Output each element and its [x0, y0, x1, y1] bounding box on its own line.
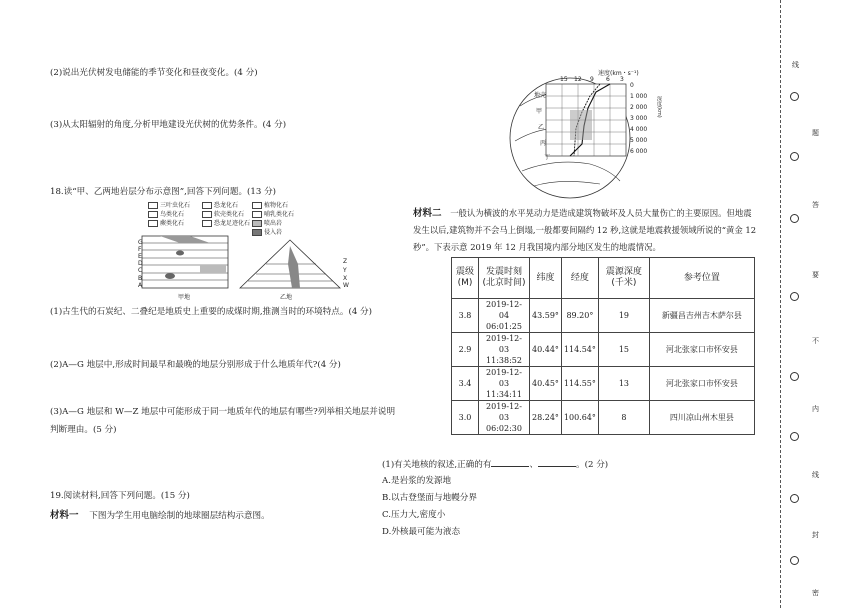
cell-longitude: 89.20° — [561, 299, 598, 333]
depth-tick-0: 0 — [630, 82, 634, 89]
option-c: C.压力大,密度小 — [382, 510, 446, 520]
strata-jia — [142, 236, 228, 288]
strata-yi — [240, 240, 340, 288]
layer-a: A — [138, 282, 143, 289]
binding-char: 封 — [812, 531, 819, 539]
speed-tick-6: 6 — [606, 76, 610, 83]
cell-latitude: 43.59° — [530, 299, 562, 333]
binding-circle — [790, 556, 799, 565]
depth-tick-3000: 3 000 — [630, 115, 648, 122]
label-yi-layer: 乙 — [538, 124, 545, 131]
binding-char: 题 — [812, 129, 819, 137]
depth-tick-1000: 1 000 — [630, 93, 648, 100]
cell-depth: 15 — [598, 333, 649, 367]
question-19-1-text: (1)有关地核的叙述,正确的有 — [382, 460, 492, 470]
question-19-1-separator: 、 — [529, 460, 539, 470]
table-row — [452, 367, 755, 401]
label-crust: 地壳 — [534, 92, 547, 99]
layer-z: Z — [343, 258, 348, 265]
speed-axis-title: 速度(km・s⁻¹) — [598, 70, 639, 77]
question-18-3a: (3)A—G 地层和 W—Z 地层中可能形成于同一地质年代的地层有哪些?列举相关地层并说明 — [50, 407, 396, 417]
table-row — [452, 299, 755, 333]
depth-tick-2000: 2 000 — [630, 104, 648, 111]
cell-magnitude: 3.8 — [452, 299, 479, 333]
cell-longitude: 114.55° — [561, 367, 598, 401]
option-d: D.外核最可能为液态 — [382, 527, 461, 537]
cell-location: 河北张家口市怀安县 — [649, 333, 754, 367]
material-1-label: 材料一 — [50, 510, 79, 521]
question-19-1 — [382, 457, 608, 471]
table-row — [452, 401, 755, 435]
header-time: 发震时刻(北京时间) — [479, 258, 530, 299]
layer-w: W — [343, 282, 349, 289]
material-2 — [413, 205, 758, 256]
label-yi: 乙地 — [280, 294, 293, 301]
depth-tick-5000: 5 000 — [630, 137, 648, 144]
binding-char: 答 — [812, 201, 819, 209]
earth-structure-figure — [500, 66, 670, 200]
speed-tick-3: 3 — [620, 76, 624, 83]
question-18-3b: 判断理由。(5 分) — [50, 425, 117, 435]
question-3: (3)从太阳辐射的角度,分析甲地建设光伏树的优势条件。(4 分) — [50, 120, 287, 130]
binding-circle — [790, 494, 799, 503]
binding-line — [780, 0, 781, 608]
label-bing-layer: 丙 — [540, 140, 547, 147]
cell-location: 新疆昌吉州吉木萨尔县 — [649, 299, 754, 333]
cell-time: 2019-12-03 11:34:11 — [479, 367, 530, 401]
layer-c: C — [138, 267, 143, 274]
speed-tick-15: 15 — [560, 76, 568, 83]
binding-circle — [790, 292, 799, 301]
question-19-1-score: 。(2 分) — [576, 460, 609, 470]
rock-strata-svg — [140, 198, 410, 302]
question-18-1: (1)古生代的石炭纪、二叠纪是地质史上重要的成煤时期,推测当时的环境特点。(4 分) — [50, 307, 372, 317]
label-jia: 甲地 — [178, 294, 191, 301]
material-1 — [50, 510, 270, 522]
layer-y: Y — [343, 267, 347, 274]
layer-x: X — [343, 275, 348, 282]
cell-latitude: 40.45° — [530, 367, 562, 401]
cell-magnitude: 3.4 — [452, 367, 479, 401]
layer-d: D — [138, 260, 143, 267]
label-ding-layer: 丁 — [544, 154, 551, 161]
layer-b: B — [138, 275, 143, 282]
cell-time: 2019-12-03 06:02:30 — [479, 401, 530, 435]
binding-circle — [790, 432, 799, 441]
binding-circle — [790, 372, 799, 381]
option-a: A.是岩浆的发源地 — [382, 476, 452, 486]
cell-time: 2019-12-03 11:38:52 — [479, 333, 530, 367]
cell-magnitude: 3.0 — [452, 401, 479, 435]
depth-tick-6000: 6 000 — [630, 148, 648, 155]
question-18-2: (2)A—G 地层中,形成时间最早和最晚的地层分别形成于什么地质年代?(4 分) — [50, 360, 341, 370]
cell-longitude: 100.64° — [561, 401, 598, 435]
option-b: B.以古登堡面与地幔分界 — [382, 493, 477, 503]
depth-unit: 深度(km) — [656, 96, 662, 118]
material-1-text: 下图为学生用电脑绘制的地球圈层结构示意图。 — [89, 511, 270, 521]
binding-char: 内 — [812, 405, 819, 413]
earthquake-table — [451, 257, 755, 435]
layer-g: G — [138, 239, 143, 246]
cell-depth: 8 — [598, 401, 649, 435]
speed-tick-12: 12 — [574, 76, 582, 83]
binding-char: 线 — [812, 471, 819, 479]
header-depth: 震源深度(千米) — [598, 258, 649, 299]
earth-structure-svg — [500, 66, 670, 200]
binding-char: 要 — [812, 271, 819, 279]
binding-circle — [790, 214, 799, 223]
label-jia-layer: 甲 — [536, 108, 543, 115]
table-row — [452, 333, 755, 367]
cell-location: 四川凉山州木里县 — [649, 401, 754, 435]
answer-blank-2[interactable] — [538, 457, 576, 467]
table-header-row — [452, 258, 755, 299]
question-19: 19.阅读材料,回答下列问题。(15 分) — [50, 491, 190, 501]
binding-circle — [790, 92, 799, 101]
cell-latitude: 28.24° — [530, 401, 562, 435]
header-latitude: 纬度 — [530, 258, 562, 299]
cell-longitude: 114.54° — [561, 333, 598, 367]
cell-latitude: 40.44° — [530, 333, 562, 367]
cell-depth: 13 — [598, 367, 649, 401]
question-18: 18.读“甲、乙两地岩层分布示意图”,回答下列问题。(13 分) — [50, 187, 277, 197]
binding-circle — [790, 152, 799, 161]
layer-f: F — [138, 246, 142, 253]
cell-depth: 19 — [598, 299, 649, 333]
question-2: (2)说出光伏树发电储能的季节变化和昼夜变化。(4 分) — [50, 68, 258, 78]
header-magnitude: 震级(M) — [452, 258, 479, 299]
material-2-label: 材料二 — [413, 208, 442, 219]
header-location: 参考位置 — [649, 258, 754, 299]
speed-tick-9: 9 — [590, 76, 594, 83]
binding-char: 不 — [812, 337, 819, 345]
material-2-text: 一般认为横波的水平晃动力是造成建筑物破坏及人员大量伤亡的主要原因。但地震发生以后,建筑物并不会马上倒塌,一般都要间隔约 12 秒,这就是地震救援领域所说的“黄金 12 秒”。下表示意 2019 年 12 月我国境内部分地区发生的地震情况。 — [413, 208, 757, 252]
depth-tick-4000: 4 000 — [630, 126, 648, 133]
binding-char: 线 — [792, 61, 799, 69]
rock-layer-figure: 三叶虫化石 恐龙化石 植物化石 鸟类化石 软壳类化石 哺乳类化石 蕨类化石 恐龙足迹化石 喷出岩 侵入岩 G F E D C B A Z Y X W 甲地 乙地 — [140, 198, 410, 302]
binding-char: 密 — [812, 589, 819, 597]
header-longitude: 经度 — [561, 258, 598, 299]
cell-location: 河北张家口市怀安县 — [649, 367, 754, 401]
answer-blank-1[interactable] — [491, 457, 529, 467]
cell-time: 2019-12-04 06:01:25 — [479, 299, 530, 333]
cell-magnitude: 2.9 — [452, 333, 479, 367]
layer-e: E — [138, 253, 142, 260]
